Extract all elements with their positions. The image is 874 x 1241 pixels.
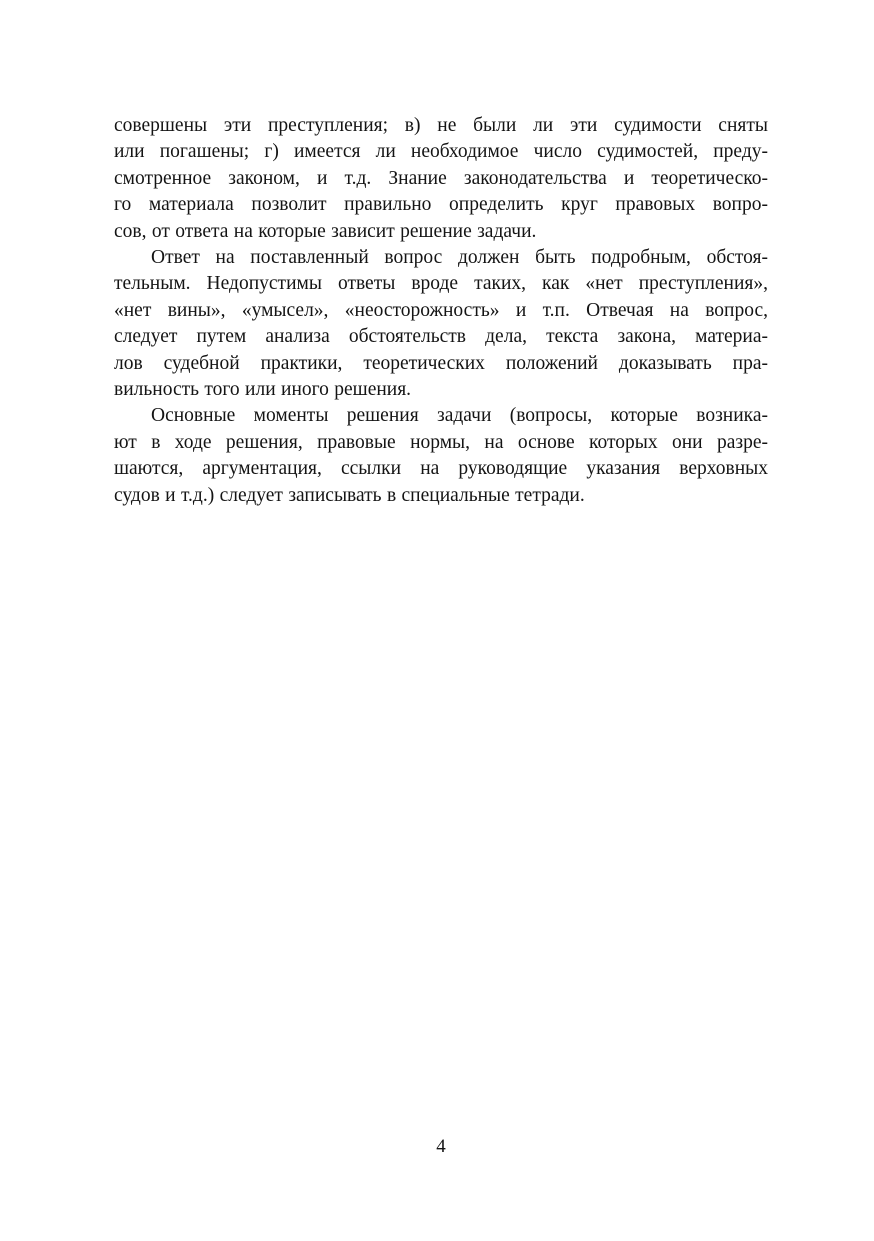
text-line: го материала позволит правильно определить круг правовых вопро- (114, 194, 768, 216)
paragraph (114, 113, 768, 245)
text-line: смотренное законом, и т.д. Знание законодательства и теоретическо- (114, 167, 768, 189)
text-line: сов, от ответа на которые зависит решение задачи. (114, 220, 537, 242)
text-block (114, 113, 768, 509)
text-line: ют в ходе решения, правовые нормы, на основе которых они разре- (114, 431, 768, 453)
text-line: лов судебной практики, теоретических положений доказывать пра- (114, 352, 768, 374)
text-line: вильность того или иного решения. (114, 379, 412, 401)
paragraph (114, 245, 768, 403)
text-line: Ответ на поставленный вопрос должен быть подробным, обстоя- (151, 247, 768, 269)
text-line: совершены эти преступления; в) не были ли эти судимости сняты (114, 115, 768, 136)
text-line: тельным. Недопустимы ответы вроде таких, как «нет преступления», (114, 273, 768, 295)
text-line: шаются, аргументация, ссылки на руководящие указания верховных (114, 458, 768, 480)
text-line: «нет вины», «умысел», «неосторожность» и т.п. Отвечая на вопрос, (114, 299, 768, 321)
page-number: 4 (436, 1136, 446, 1157)
text-line: следует путем анализа обстоятельств дела, текста закона, материа- (114, 326, 768, 348)
text-line: судов и т.д.) следует записывать в специальные тетради. (114, 484, 585, 506)
text-line: или погашены; г) имеется ли необходимое число судимостей, преду- (114, 141, 768, 163)
text-line: Основные моменты решения задачи (вопросы, которые возника- (151, 405, 768, 427)
paragraph (114, 403, 768, 509)
